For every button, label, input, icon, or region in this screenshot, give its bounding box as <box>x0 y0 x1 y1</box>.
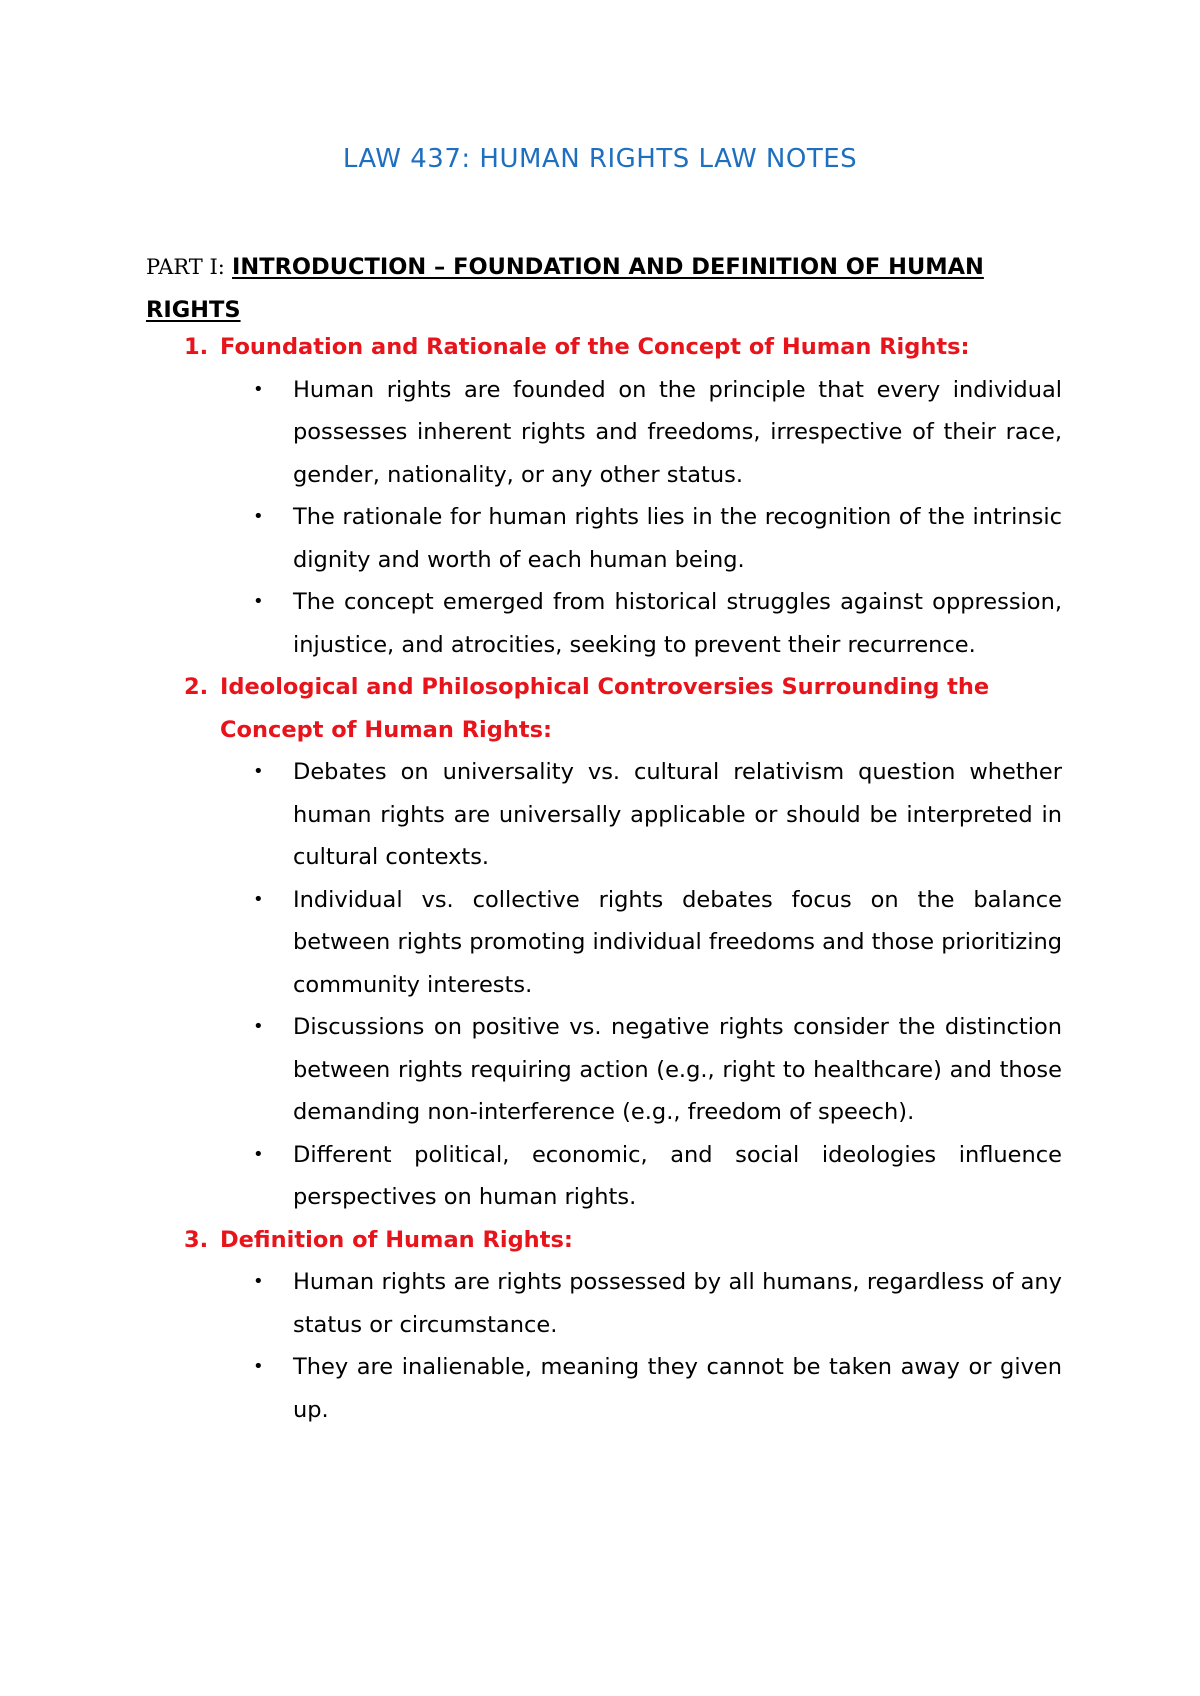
bullet-text: Individual vs. collective rights debates focus on the balance between rights promoting individual freedoms and those prioritizing community interests. <box>293 886 1062 998</box>
part-label: PART I: <box>146 255 225 279</box>
bullet-item <box>253 751 1062 879</box>
section-heading <box>184 326 1062 369</box>
part-title: INTRODUCTION – FOUNDATION AND DEFINITION OF HUMAN RIGHTS <box>146 254 984 323</box>
bullet-icon: • <box>253 761 264 782</box>
bullet-list <box>0 369 1200 667</box>
section-heading <box>184 666 1062 751</box>
bullet-text: Debates on universality vs. cultural relativism question whether human rights are universally applicable or should be interpreted in cultural contexts. <box>293 759 1062 870</box>
bullet-icon: • <box>253 378 264 400</box>
section-number: 2. <box>184 674 209 700</box>
bullet-item <box>253 1261 1062 1346</box>
section-2 <box>0 666 1200 1219</box>
section-heading-text: Ideological and Philosophical Controversies Surrounding the Concept of Human Rights: <box>220 674 990 743</box>
bullet-icon: • <box>253 888 264 910</box>
bullet-item <box>253 1006 1062 1134</box>
bullet-icon: • <box>253 1143 264 1165</box>
bullet-icon: • <box>253 1016 264 1037</box>
document-body <box>0 326 1200 1431</box>
bullet-item <box>253 1134 1062 1219</box>
section-heading-text: Foundation and Rationale of the Concept of Human Rights: <box>220 334 970 360</box>
bullet-list <box>0 751 1200 1219</box>
bullet-text: Discussions on positive vs. negative rights consider the distinction between rights requiring action (e.g., right to healthcare) and those demanding non-interference (e.g., freedom of speech). <box>293 1014 1062 1125</box>
section-3 <box>0 1219 1200 1432</box>
bullet-text: Human rights are rights possessed by all humans, regardless of any status or circumstance. <box>293 1269 1062 1338</box>
bullet-icon: • <box>253 591 264 612</box>
bullet-text: They are inalienable, meaning they cannot be taken away or given up. <box>293 1354 1062 1423</box>
section-number: 3. <box>184 1226 209 1253</box>
section-heading-text: Definition of Human Rights: <box>220 1226 573 1253</box>
section-heading <box>184 1219 1062 1262</box>
bullet-item <box>253 581 1062 666</box>
bullet-item <box>253 879 1062 1007</box>
bullet-icon: • <box>253 1356 264 1377</box>
bullet-text: Human rights are founded on the principle that every individual possesses inherent rights and freedoms, irrespective of their race, gender, nationality, or any other status. <box>293 376 1062 488</box>
bullet-item <box>253 1346 1062 1431</box>
bullet-item <box>253 496 1062 581</box>
bullet-text: The concept emerged from historical struggles against oppression, injustice, and atrocities, seeking to prevent their recurrence. <box>293 589 1062 658</box>
bullet-text: The rationale for human rights lies in the recognition of the intrinsic dignity and worth of each human being. <box>293 504 1062 573</box>
section-number: 1. <box>184 334 209 360</box>
bullet-text: Different political, economic, and social ideologies influence perspectives on human rights. <box>293 1141 1062 1210</box>
bullet-icon: • <box>253 506 264 527</box>
bullet-icon: • <box>253 1271 264 1292</box>
part-heading <box>146 246 1062 331</box>
document-title: LAW 437: HUMAN RIGHTS LAW NOTES <box>342 144 858 174</box>
bullet-item <box>253 369 1062 497</box>
bullet-list <box>0 1261 1200 1431</box>
section-1 <box>0 326 1200 666</box>
